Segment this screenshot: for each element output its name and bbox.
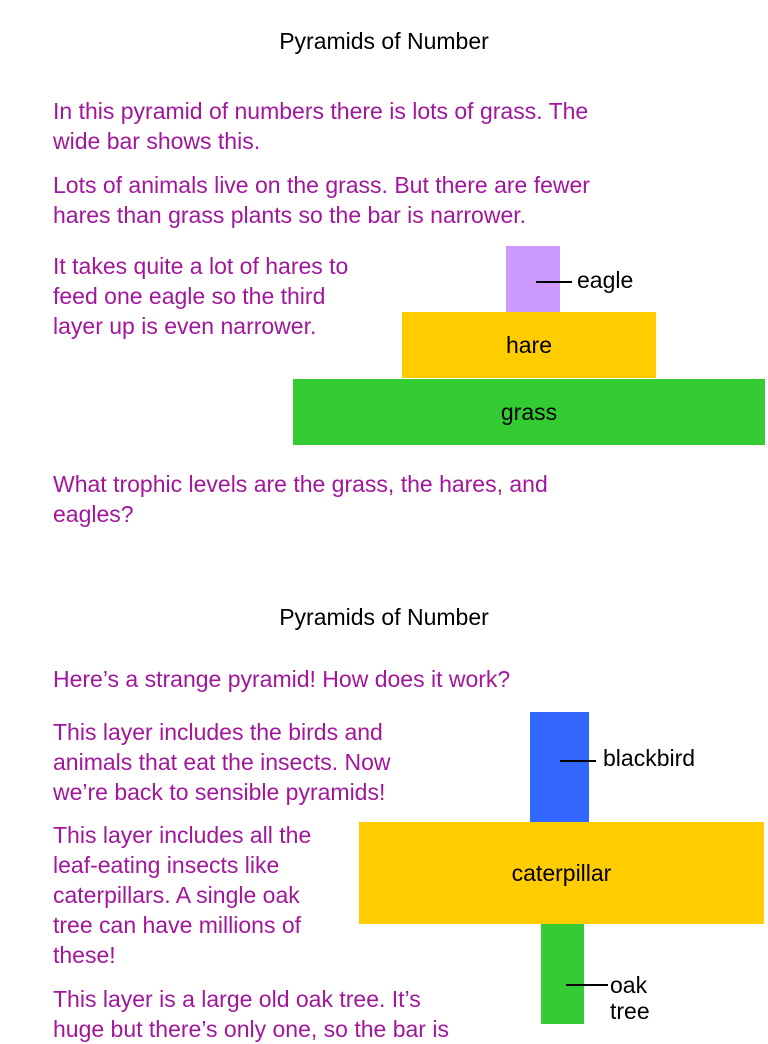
eagle-pointer-line — [536, 281, 572, 283]
grass-bar — [293, 379, 765, 445]
oak-tree-label: oak tree — [610, 972, 650, 1024]
oak-tree-pointer-line — [566, 984, 608, 986]
slide1-paragraph-hares: Lots of animals live on the grass. But there are fewer hares than grass plants so the bar is narrower. — [53, 172, 590, 228]
eagle-bar — [506, 246, 560, 312]
caterpillar-label: caterpillar — [511, 859, 612, 886]
slide1-question: What trophic levels are the grass, the hares, and eagles? — [53, 471, 548, 527]
grass-label: grass — [500, 398, 558, 425]
blackbird-label: blackbird — [603, 745, 696, 771]
slide2-paragraph-insects: This layer includes all the leaf-eating insects like caterpillars. A single oak tree can have millions of these! — [53, 822, 312, 968]
slide2-paragraph-birds: This layer includes the birds and animals that eat the insects. Now we’re back to sensible pyramids! — [53, 719, 391, 805]
blackbird-bar — [530, 712, 589, 822]
slide2-paragraph-oak: This layer is a large old oak tree. It’s huge but there’s only one, so the bar is — [53, 986, 449, 1042]
hare-label: hare — [505, 331, 553, 358]
eagle-label: eagle — [577, 267, 634, 293]
slide2-title: Pyramids of Number — [279, 604, 489, 630]
slide1-title: Pyramids of Number — [279, 28, 489, 54]
slide1-paragraph-eagle: It takes quite a lot of hares to feed one eagle so the third layer up is even narrower. — [53, 253, 349, 339]
caterpillar-bar — [359, 822, 764, 924]
slide1-paragraph-grass: In this pyramid of numbers there is lots of grass. The wide bar shows this. — [53, 98, 589, 154]
slide2-intro: Here’s a strange pyramid! How does it work? — [53, 666, 511, 692]
hare-bar — [402, 312, 656, 378]
blackbird-pointer-line — [560, 760, 596, 762]
oak-tree-bar — [541, 924, 584, 1024]
